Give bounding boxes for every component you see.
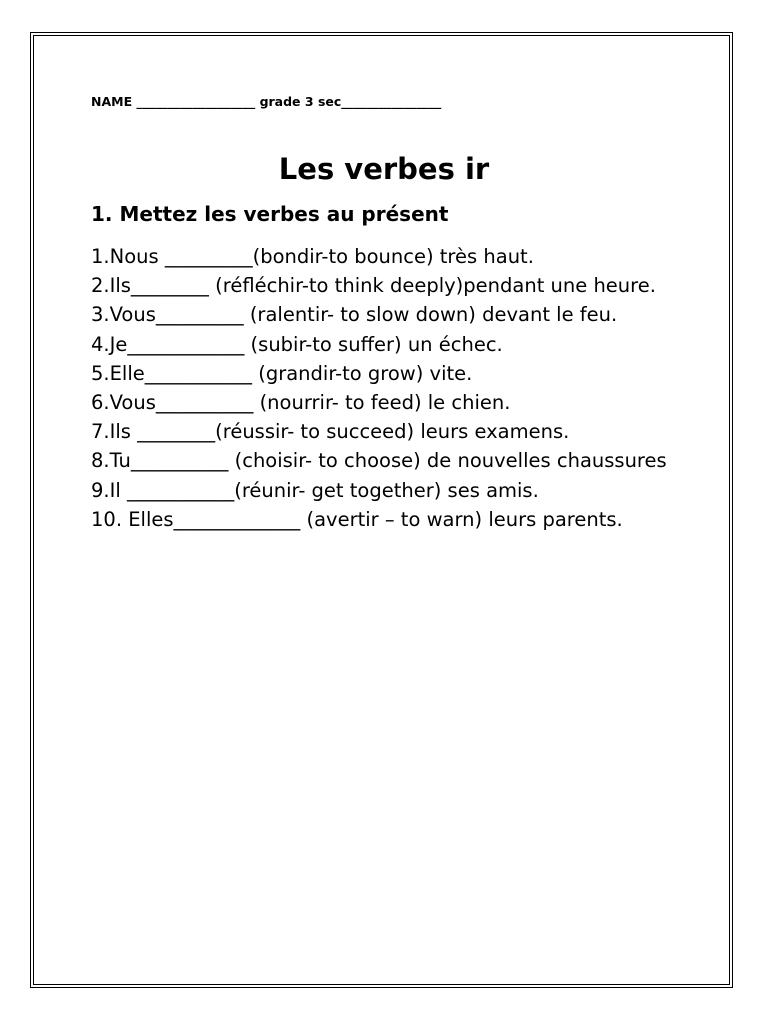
exercise-item-7: 7.Ils ________(réussir- to succeed) leurs examens. <box>91 420 570 444</box>
section-heading: 1. Mettez les verbes au présent <box>91 202 449 226</box>
exercise-list <box>91 242 681 534</box>
exercise-item-1: 1.Nous _________(bondir-to bounce) très haut. <box>91 245 534 268</box>
exercise-item-2: 2.Ils________ (réfléchir-to think deeply)pendant une heure. <box>91 274 656 298</box>
exercise-item-8: 8.Tu__________ (choisir- to choose) de nouvelles chaussures <box>91 449 667 473</box>
name-grade-line: NAME ___________________ grade 3 sec________________ <box>91 94 442 109</box>
exercise-item-10: 10. Elles_____________ (avertir – to warn) leurs parents. <box>91 507 623 531</box>
exercise-item-4: 4.Je____________ (subir-to suffer) un échec. <box>91 332 503 356</box>
exercise-item-3: 3.Vous_________ (ralentir- to slow down) devant le feu. <box>91 303 618 327</box>
exercise-item-5: 5.Elle___________ (grandir-to grow) vite. <box>91 361 473 385</box>
exercise-item-9: 9.Il ___________(réunir- get together) ses amis. <box>91 478 539 502</box>
worksheet-title: Les verbes ir <box>278 152 490 186</box>
exercise-item-6: 6.Vous__________ (nourrir- to feed) le chien. <box>91 391 511 415</box>
